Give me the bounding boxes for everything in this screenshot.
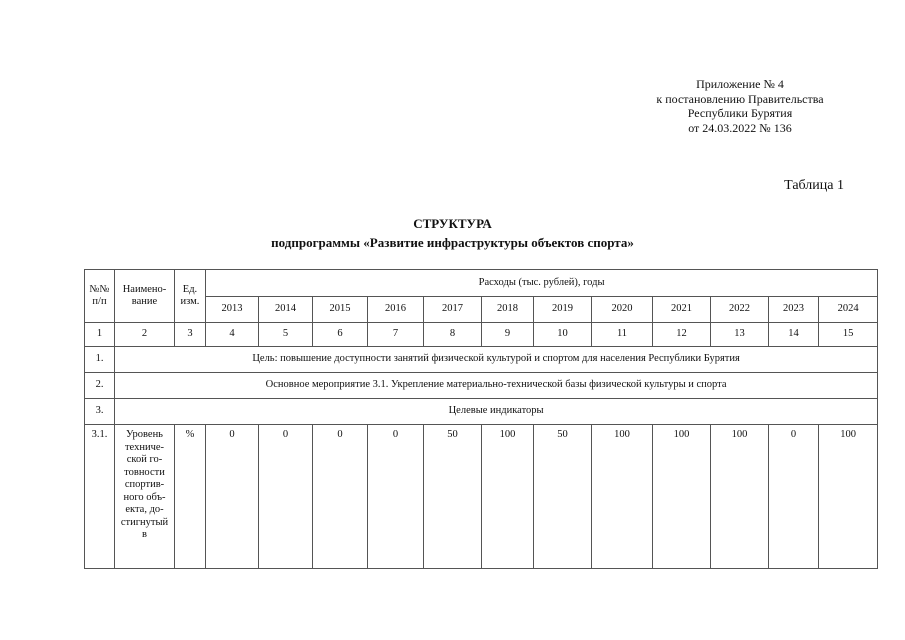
appendix-line: к постановлению Правительства xyxy=(656,91,824,106)
year-cell: 2017 xyxy=(424,297,482,323)
year-cell: 2024 xyxy=(819,297,878,323)
title-line: СТРУКТУРА xyxy=(413,216,492,231)
name-line: в xyxy=(142,529,147,540)
table-label: Таблица 1 xyxy=(784,178,844,193)
name-line: ской го- xyxy=(126,454,163,465)
name-line: екта, до- xyxy=(125,504,164,515)
indicator-data-row xyxy=(85,425,878,569)
year-cell: 2015 xyxy=(313,297,368,323)
header-expenses: Расходы (тыс. рублей), годы xyxy=(206,270,878,297)
column-number: 11 xyxy=(592,323,653,347)
value-cell: 0 xyxy=(313,425,368,569)
value-cell: 0 xyxy=(368,425,424,569)
name-line: Уровень xyxy=(126,429,163,440)
value-cell: 50 xyxy=(534,425,592,569)
row-text: Цель: повышение доступности занятий физической культурой и спортом для населения Республики Бурятия xyxy=(115,347,878,373)
year-cell: 2021 xyxy=(653,297,711,323)
column-number: 15 xyxy=(819,323,878,347)
value-cell: 100 xyxy=(482,425,534,569)
indicator-name xyxy=(115,425,175,569)
value-cell: 100 xyxy=(653,425,711,569)
column-number: 13 xyxy=(711,323,769,347)
year-cell: 2022 xyxy=(711,297,769,323)
header-name: Наимено- вание xyxy=(115,270,175,323)
year-cell: 2013 xyxy=(206,297,259,323)
column-number: 8 xyxy=(424,323,482,347)
value-cell: 0 xyxy=(769,425,819,569)
value-cell: 0 xyxy=(206,425,259,569)
appendix-line: от 24.03.2022 № 136 xyxy=(688,120,792,135)
row-number: 1. xyxy=(85,347,115,373)
column-number: 6 xyxy=(313,323,368,347)
name-line: товности xyxy=(124,466,165,478)
column-number: 5 xyxy=(259,323,313,347)
value-cell: 100 xyxy=(711,425,769,569)
column-number: 4 xyxy=(206,323,259,347)
name-line: ного объ- xyxy=(123,491,166,503)
subtitle-line: подпрограммы «Развитие инфраструктуры объектов спорта» xyxy=(271,235,634,250)
column-number: 14 xyxy=(769,323,819,347)
column-number: 9 xyxy=(482,323,534,347)
header-unit: Ед. изм. xyxy=(175,270,206,323)
value-cell: 50 xyxy=(424,425,482,569)
row-text: Основное мероприятие 3.1. Укрепление материально-технической базы физической культуры и спорта xyxy=(115,373,878,399)
name-line: стигнутый xyxy=(120,516,169,528)
document-title xyxy=(0,214,905,252)
year-cell: 2016 xyxy=(368,297,424,323)
column-number: 2 xyxy=(115,323,175,347)
activity-row xyxy=(85,373,878,399)
year-cell: 2019 xyxy=(534,297,592,323)
name-line: спортив- xyxy=(124,479,165,490)
year-cell: 2014 xyxy=(259,297,313,323)
year-cell: 2018 xyxy=(482,297,534,323)
header-num: №№ п/п xyxy=(85,270,115,323)
header-row xyxy=(85,270,878,297)
unit-cell: % xyxy=(175,425,206,569)
row-text: Целевые индикаторы xyxy=(115,399,878,425)
column-number: 1 xyxy=(85,323,115,347)
row-number: 3. xyxy=(85,399,115,425)
value-cell: 100 xyxy=(592,425,653,569)
indicators-row xyxy=(85,399,878,425)
value-cell: 0 xyxy=(259,425,313,569)
goal-row xyxy=(85,347,878,373)
appendix-line: Приложение № 4 xyxy=(696,77,784,91)
column-number: 3 xyxy=(175,323,206,347)
name-line: техниче- xyxy=(124,441,165,453)
row-number: 3.1. xyxy=(85,425,115,569)
column-number: 7 xyxy=(368,323,424,347)
year-cell: 2020 xyxy=(592,297,653,323)
column-number: 12 xyxy=(653,323,711,347)
column-numbers-row xyxy=(85,323,878,347)
column-number: 10 xyxy=(534,323,592,347)
row-number: 2. xyxy=(85,373,115,399)
value-cell: 100 xyxy=(819,425,878,569)
year-cell: 2023 xyxy=(769,297,819,323)
appendix-block xyxy=(640,77,840,135)
structure-table xyxy=(84,269,878,569)
appendix-line: Республики Бурятия xyxy=(687,106,793,120)
